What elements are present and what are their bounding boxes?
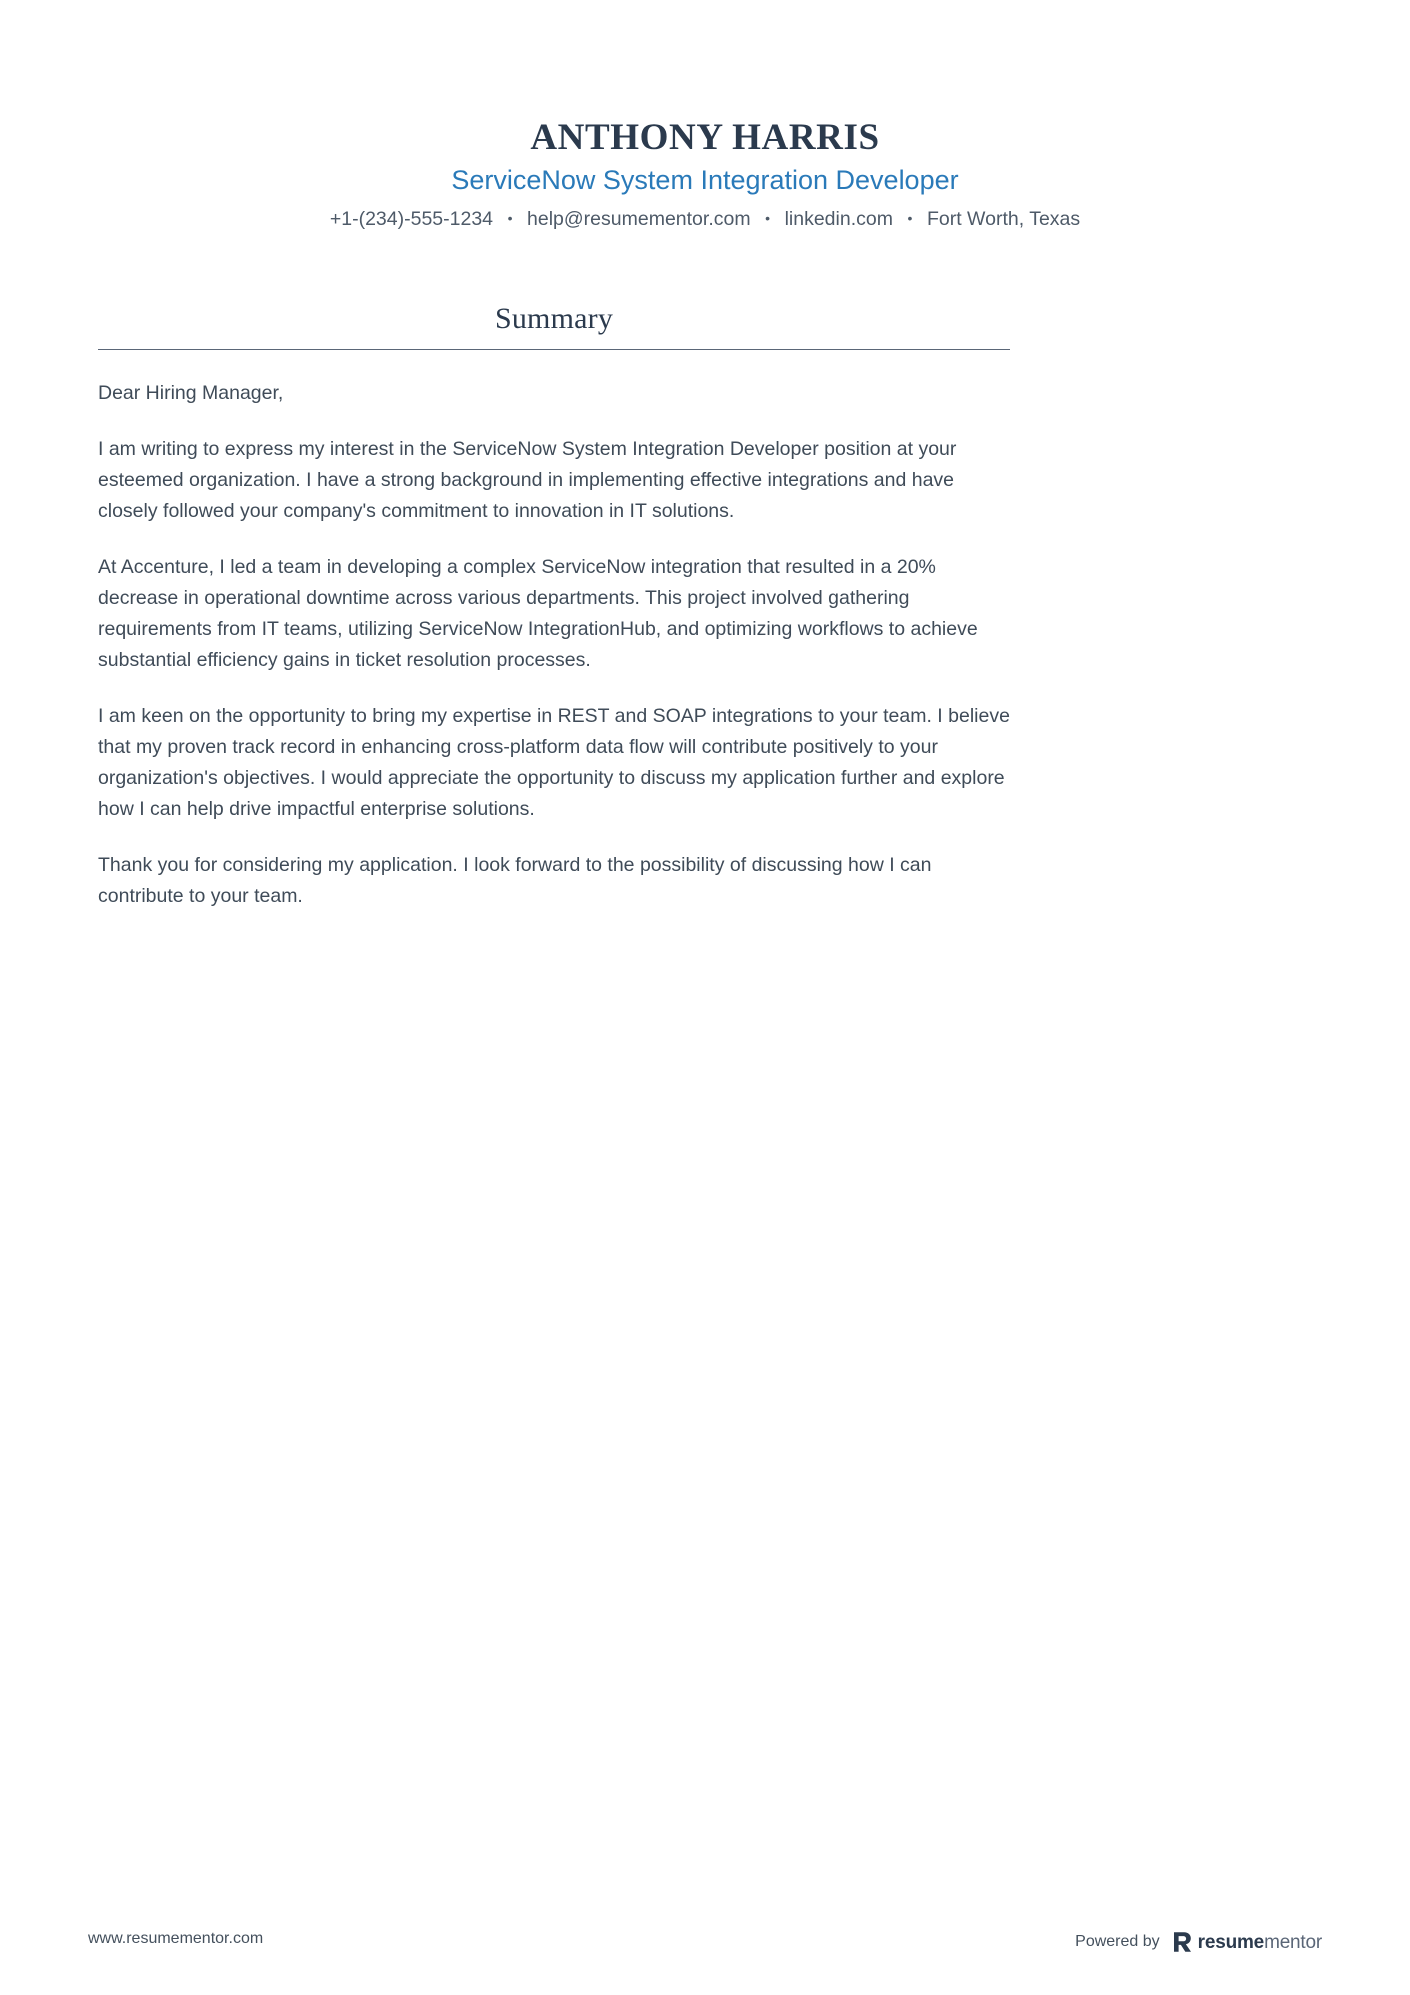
contact-separator-2: •	[765, 210, 771, 227]
footer-website-url[interactable]: www.resumementor.com	[88, 1929, 264, 1947]
brand-name-light: mentor	[1264, 1931, 1322, 1953]
section-divider	[98, 349, 1010, 350]
contact-separator-3: •	[907, 210, 913, 227]
contact-location: Fort Worth, Texas	[926, 208, 1081, 231]
contact-phone: +1-(234)-555-1234	[329, 208, 494, 231]
letter-header	[0, 0, 1410, 233]
section-header	[98, 301, 1010, 337]
letter-salutation: Dear Hiring Manager,	[98, 381, 284, 404]
summary-section	[98, 301, 1010, 912]
powered-by-label: Powered by	[1075, 1933, 1160, 1951]
resumementor-logo[interactable]	[1172, 1931, 1322, 1953]
candidate-name: ANTHONY HARRIS	[530, 117, 880, 158]
resumementor-r-mark-icon	[1172, 1931, 1192, 1953]
letter-paragraph-1: I am writing to express my interest in the ServiceNow System Integration Developer position at your esteemed organization. I have a strong background in implementing effective integrations and have closely followed your company's commitment to innovation in IT solutions.	[98, 437, 957, 522]
letter-paragraph-4: Thank you for considering my application. I look forward to the possibility of discussing how I can contribute to your team.	[98, 853, 932, 907]
brand-name-bold: resume	[1197, 1931, 1265, 1953]
contact-line	[0, 207, 1410, 232]
candidate-job-title: ServiceNow System Integration Developer	[451, 164, 959, 195]
contact-separator-1: •	[507, 210, 513, 227]
page-footer	[0, 1875, 1410, 1995]
footer-brand-block	[1075, 1931, 1322, 1953]
contact-email[interactable]: help@resumementor.com	[527, 208, 751, 231]
letter-paragraph-2: At Accenture, I led a team in developing a complex ServiceNow integration that resulted in a 20% decrease in operational downtime across various departments. This project involved gathering requirements from IT teams, utilizing ServiceNow IntegrationHub, and optimizing workflows to achieve substantial efficiency gains in ticket resolution processes.	[98, 555, 978, 671]
contact-linkedin[interactable]: linkedin.com	[784, 208, 893, 231]
section-title: Summary	[494, 301, 614, 335]
letter-paragraph-3: I am keen on the opportunity to bring my expertise in REST and SOAP integrations to your team. I believe that my proven track record in enhancing cross-platform data flow will contribute positively to your organization's objectives. I would appreciate the opportunity to discuss my application further and explore how I can help drive impactful enterprise solutions.	[98, 704, 1010, 820]
resumementor-wordmark	[1198, 1933, 1322, 1952]
letter-body	[98, 378, 1010, 912]
